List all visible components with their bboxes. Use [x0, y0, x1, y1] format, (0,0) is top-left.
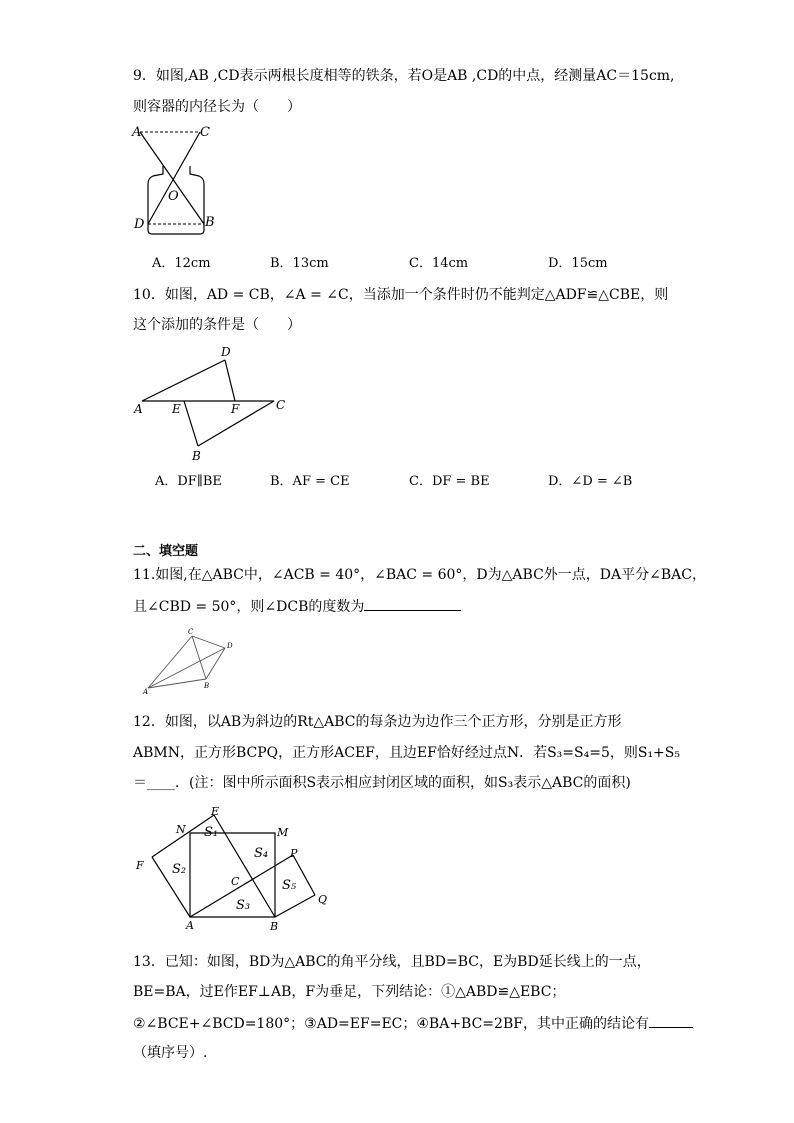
q12-label-n: N: [176, 823, 186, 836]
q10-label-a: A: [134, 402, 143, 416]
q10-label-d: D: [221, 345, 231, 359]
q12-label-s4: S₄: [254, 846, 269, 861]
q12-label-s1: S₁: [204, 825, 219, 840]
q9-option-c[interactable]: C．14cm: [409, 256, 469, 271]
q12-line3: ＝____．(注：图中所示面积S表示相应封闭区域的面积，如S₃表示△ABC的面积): [133, 775, 631, 791]
q12-label-c: C: [231, 875, 240, 888]
q10-label-c: C: [276, 398, 286, 412]
q9-label-c: C: [200, 125, 210, 140]
q11-answer-blank[interactable]: [364, 596, 461, 611]
q9-option-b[interactable]: B．13cm: [270, 256, 329, 271]
q12-line1: 12．如图，以AB为斜边的Rt△ABC的每条边为边作三个正方形，分别是正方形: [133, 714, 622, 730]
q10-label-b: B: [192, 449, 201, 463]
q9-line1: 9．如图,AB ,CD表示两根长度相等的铁条，若O是AB ,CD的中点，经测量AC＝15cm,: [133, 68, 675, 84]
q12-label-a: A: [186, 919, 194, 932]
q12-figure: [130, 805, 340, 935]
q9-label-b: B: [205, 215, 215, 230]
q12-label-s5: S₅: [282, 878, 297, 893]
q9-label-o: O: [168, 189, 179, 204]
q13-line3-text: ②∠BCE+∠BCD=180°；③AD=EF=EC；④BA+BC=2BF，其中正确的结论有: [133, 1016, 649, 1032]
q12-line2: ABMN，正方形BCPQ，正方形ACEF，且边EF恰好经过点N．若S₃=S₄=5，则S₁+S₅: [133, 745, 680, 761]
q10-option-b[interactable]: B．AF = CE: [270, 474, 350, 489]
q9-option-d[interactable]: D．15cm: [548, 256, 608, 271]
q12-label-s3: S₃: [236, 898, 251, 913]
q12-label-m: M: [277, 826, 289, 839]
q10-option-a[interactable]: A．DF∥BE: [155, 474, 222, 489]
q12-label-q: Q: [318, 893, 328, 906]
q9-line2: 则容器的内径长为（ ）: [133, 99, 301, 115]
q9-option-a[interactable]: A．12cm: [152, 256, 211, 271]
q9-label-d: D: [134, 217, 145, 232]
q12-label-p: P: [290, 847, 298, 860]
q10-line2: 这个添加的条件是（ ）: [133, 317, 301, 333]
q13-line3: [133, 1013, 693, 1034]
q12-label-b: B: [270, 920, 279, 933]
q11-label-d: D: [227, 642, 233, 650]
q10-label-f: F: [231, 402, 240, 416]
q11-label-c: C: [188, 628, 194, 636]
q11-label-a: A: [143, 688, 149, 696]
q12-label-e: E: [211, 805, 220, 818]
q13-line2: BE=BA，过E作EF⊥AB，F为垂足，下列结论：①△ABD≌△EBC；: [133, 984, 566, 1000]
q11-line1: 11.如图,在△ABC中，∠ACB = 40°，∠BAC = 60°，D为△ABC外一点，DA平分∠BAC，: [133, 567, 706, 583]
q11-line2-text: 且∠CBD = 50°，则∠DCB的度数为: [133, 599, 365, 615]
q10-label-e: E: [172, 402, 181, 416]
q10-line1: 10．如图，AD = CB，∠A = ∠C，当添加一个条件时仍不能判定△ADF≌△CBE，则: [133, 287, 669, 303]
section-title: 二、填空题: [133, 544, 199, 559]
q11-label-b: B: [204, 682, 210, 690]
q10-figure: [130, 340, 290, 465]
q11-line2: [133, 596, 461, 617]
q12-label-f: F: [136, 859, 144, 872]
q13-line4: （填序号）.: [133, 1045, 208, 1061]
q13-line1: 13．已知：如图，BD为△ABC的角平分线，且BD=BC，E为BD延长线上的一点，: [133, 954, 651, 970]
q12-label-s2: S₂: [172, 862, 187, 877]
q10-option-d[interactable]: D．∠D = ∠B: [548, 474, 633, 489]
q13-answer-blank[interactable]: [649, 1013, 693, 1028]
q9-figure: [128, 120, 228, 240]
q10-option-c[interactable]: C．DF = BE: [409, 474, 490, 489]
q11-figure: [140, 626, 240, 696]
q9-label-a: A: [132, 125, 142, 140]
